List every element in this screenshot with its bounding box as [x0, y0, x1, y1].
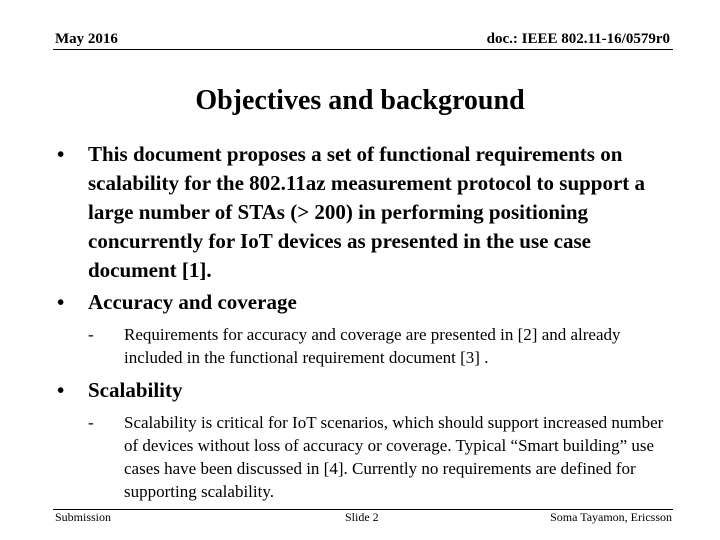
- bullet-icon: •: [57, 142, 65, 166]
- sub-bullet-text: Scalability is critical for IoT scenarios, which should support increased number of devices without loss of accuracy or coverage. Typical “Smart building” use cases have been discussed in [4]. Currently no requirements are defined for supporting scalability.: [124, 413, 664, 501]
- sub-bullet-text: Requirements for accuracy and coverage are presented in [2] and already included in the functional requirement document [3] .: [124, 325, 621, 367]
- footer-slide-number: Slide 2: [345, 510, 379, 524]
- dash-icon: -: [88, 325, 94, 344]
- sub-bullet-item-accuracy: [88, 323, 668, 369]
- bullet-text: Scalability: [88, 378, 183, 402]
- dash-icon: -: [88, 413, 94, 432]
- header-doc-id: doc.: IEEE 802.11-16/0579r0: [486, 31, 670, 47]
- bullet-item-accuracy: [55, 288, 675, 317]
- bullet-icon: •: [57, 378, 65, 402]
- bullet-text: Accuracy and coverage: [88, 290, 297, 314]
- slide-title: Objectives and background: [195, 85, 525, 116]
- footer-author: Soma Tayamon, Ericsson: [550, 510, 672, 524]
- footer-submission: Submission: [55, 510, 112, 524]
- bullet-item-scalability: [55, 376, 675, 405]
- bullet-text: This document proposes a set of functional requirements on scalability for the 802.11az measurement protocol to support a large number of STAs (> 200) in performing positioning concurrently for IoT devices as presented in the use case document [1].: [88, 142, 646, 282]
- header-divider: [53, 49, 673, 50]
- bullet-item-proposal: [55, 140, 675, 285]
- header-date: May 2016: [55, 31, 118, 47]
- sub-bullet-item-scalability: [88, 411, 668, 503]
- bullet-icon: •: [57, 290, 65, 314]
